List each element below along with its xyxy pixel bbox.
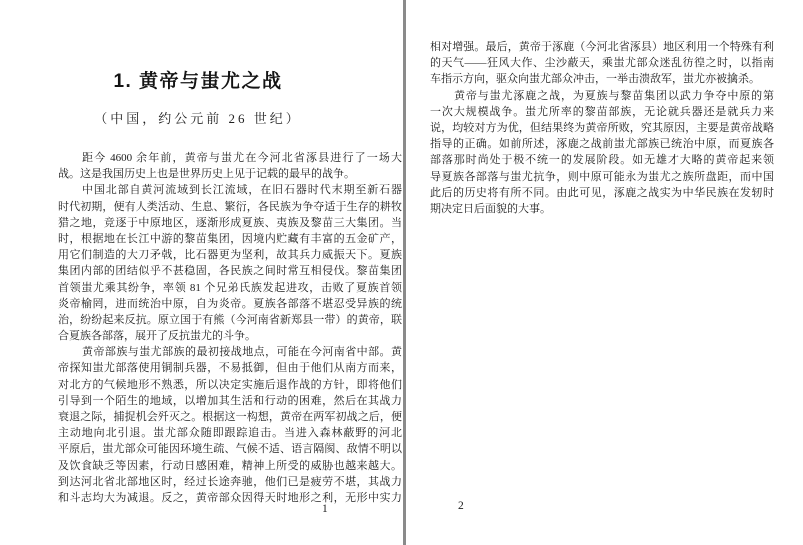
body-line: 猎之地，竞逐于中原地区，逐渐形成夏族、夷族及黎苗三大集团。当 xyxy=(58,216,402,229)
body-line: 合夏族各部落，展开了反抗蚩尤的斗争。 xyxy=(58,330,256,343)
body-line: 黄帝与蚩尤涿鹿之战，为夏族与黎苗集团以武力争夺中原的第 xyxy=(454,89,774,102)
right-page-number: 2 xyxy=(458,500,464,512)
body-line: 用它们制造的大刀矛戟，比石器更为坚利，故其兵力威振天下。夏族 xyxy=(58,249,402,262)
body-line: 时，根据地在长江中游的黎苗集团，因境内贮藏有丰富的五金矿产， xyxy=(58,232,402,245)
body-line: 战。这是我国历史上也是世界历史上见于记载的最早的战争。 xyxy=(58,168,355,181)
body-line: 一次大规模战争。蚩尤所率的黎苗部族，无论就兵器还是就兵力来 xyxy=(430,105,774,118)
body-line: 平原后，蚩尤部众可能因环境生疏、气候不适、语言隔阂、敌情不明以 xyxy=(58,443,402,456)
body-line: 导夏族各部落与蚩尤抗争，则中原可能永为蚩尤之族所盘距，而中国 xyxy=(430,170,774,183)
body-line: 主动地向北引退。蚩尤部众随即跟踪追击。当进入森林蔽野的河北 xyxy=(58,427,402,440)
body-line: 对北方的气候地形不熟悉，所以决定实施后退作战的方针，即将他们 xyxy=(58,378,402,391)
page-gutter-divider xyxy=(403,0,406,545)
body-line: 引导到一个陌生的地域，以增加其生活和行动的困难，然后在其战力 xyxy=(58,394,402,407)
body-line: 相对增强。最后，黄帝于涿鹿（今河北省涿县）地区利用一个特殊有利 xyxy=(430,41,774,53)
body-line: 衰退之际，捕捉机会歼灭之。根据这一构想，黄帝在两军初战之后，便 xyxy=(58,411,402,423)
left-page-body xyxy=(58,150,402,506)
body-line: 及饮食缺乏等因素，行动日感困难，精神上所受的威胁也越来越大。 xyxy=(58,459,402,472)
body-line: 治，纷纷起来反抗。原立国于有熊（今河南省新郑县一带）的黄帝，联 xyxy=(58,313,402,326)
body-line: 说，均较对方为优，但结果终为黄帝所败，究其原因，主要是黄帝战略 xyxy=(430,121,774,134)
body-line: 时代初期，便有人类活动、生息、繁衍，各民族为争夺适于生存的耕牧 xyxy=(58,200,402,213)
body-line: 帝探知蚩尤部落使用铜制兵器，不易抵御，但由于他们从南方而来， xyxy=(58,362,402,375)
body-line: 集团内部的团结似乎不甚稳固，各民族之间时常互相侵伐。黎苗集团 xyxy=(58,265,402,278)
body-line: 和斗志均大为减退。反之，黄帝部众因得天时地形之利，无形中实力 xyxy=(58,491,402,504)
body-line: 中国北部自黄河流域到长江流域，在旧石器时代末期至新石器 xyxy=(82,184,402,197)
left-page-number: 1 xyxy=(322,503,328,515)
body-line: 车指示方向，驱众向蚩尤部众冲击，一举击溃敌军，蚩尤亦被擒杀。 xyxy=(430,73,760,86)
body-line: 期决定日后面貌的大事。 xyxy=(430,202,551,215)
body-line: 距今 4600 余年前，黄帝与蚩尤在今河北省涿县进行了一场大 xyxy=(82,152,402,164)
body-line: 首领蚩尤乘其纷争，率领 81 个兄弟氏族发起进攻，击败了夏族首领 xyxy=(58,281,402,294)
body-line: 黄帝部族与蚩尤部族的最初接战地点，可能在今河南省中部。黄 xyxy=(82,346,402,359)
right-page-body xyxy=(430,39,774,217)
body-line: 的天气——狂风大作、尘沙蔽天，乘蚩尤部众迷乱彷徨之时，以指南 xyxy=(430,57,774,70)
chapter-subtitle: （中国，约公元前 26 世纪） xyxy=(94,111,302,126)
body-line: 到达河北省北部地区时，经过长途奔驰，他们已是疲劳不堪，其战力 xyxy=(58,475,402,488)
body-line: 部落那时尚处于极不统一的发展阶段。如无雄才大略的黄帝起来领 xyxy=(430,154,774,167)
body-line: 此后的历史将有所不同。由此可见，涿鹿之战实为中华民族在发轫时 xyxy=(430,186,774,199)
chapter-title: 1. 黄帝与蚩尤之战 xyxy=(113,71,283,92)
body-line: 炎帝榆罔，进而统治中原，自为炎帝。夏族各部落不堪忍受异族的统 xyxy=(58,297,402,310)
body-line: 指导的正确。如前所述，涿鹿之战前蚩尤部族已统治中原，而夏族各 xyxy=(430,138,774,151)
